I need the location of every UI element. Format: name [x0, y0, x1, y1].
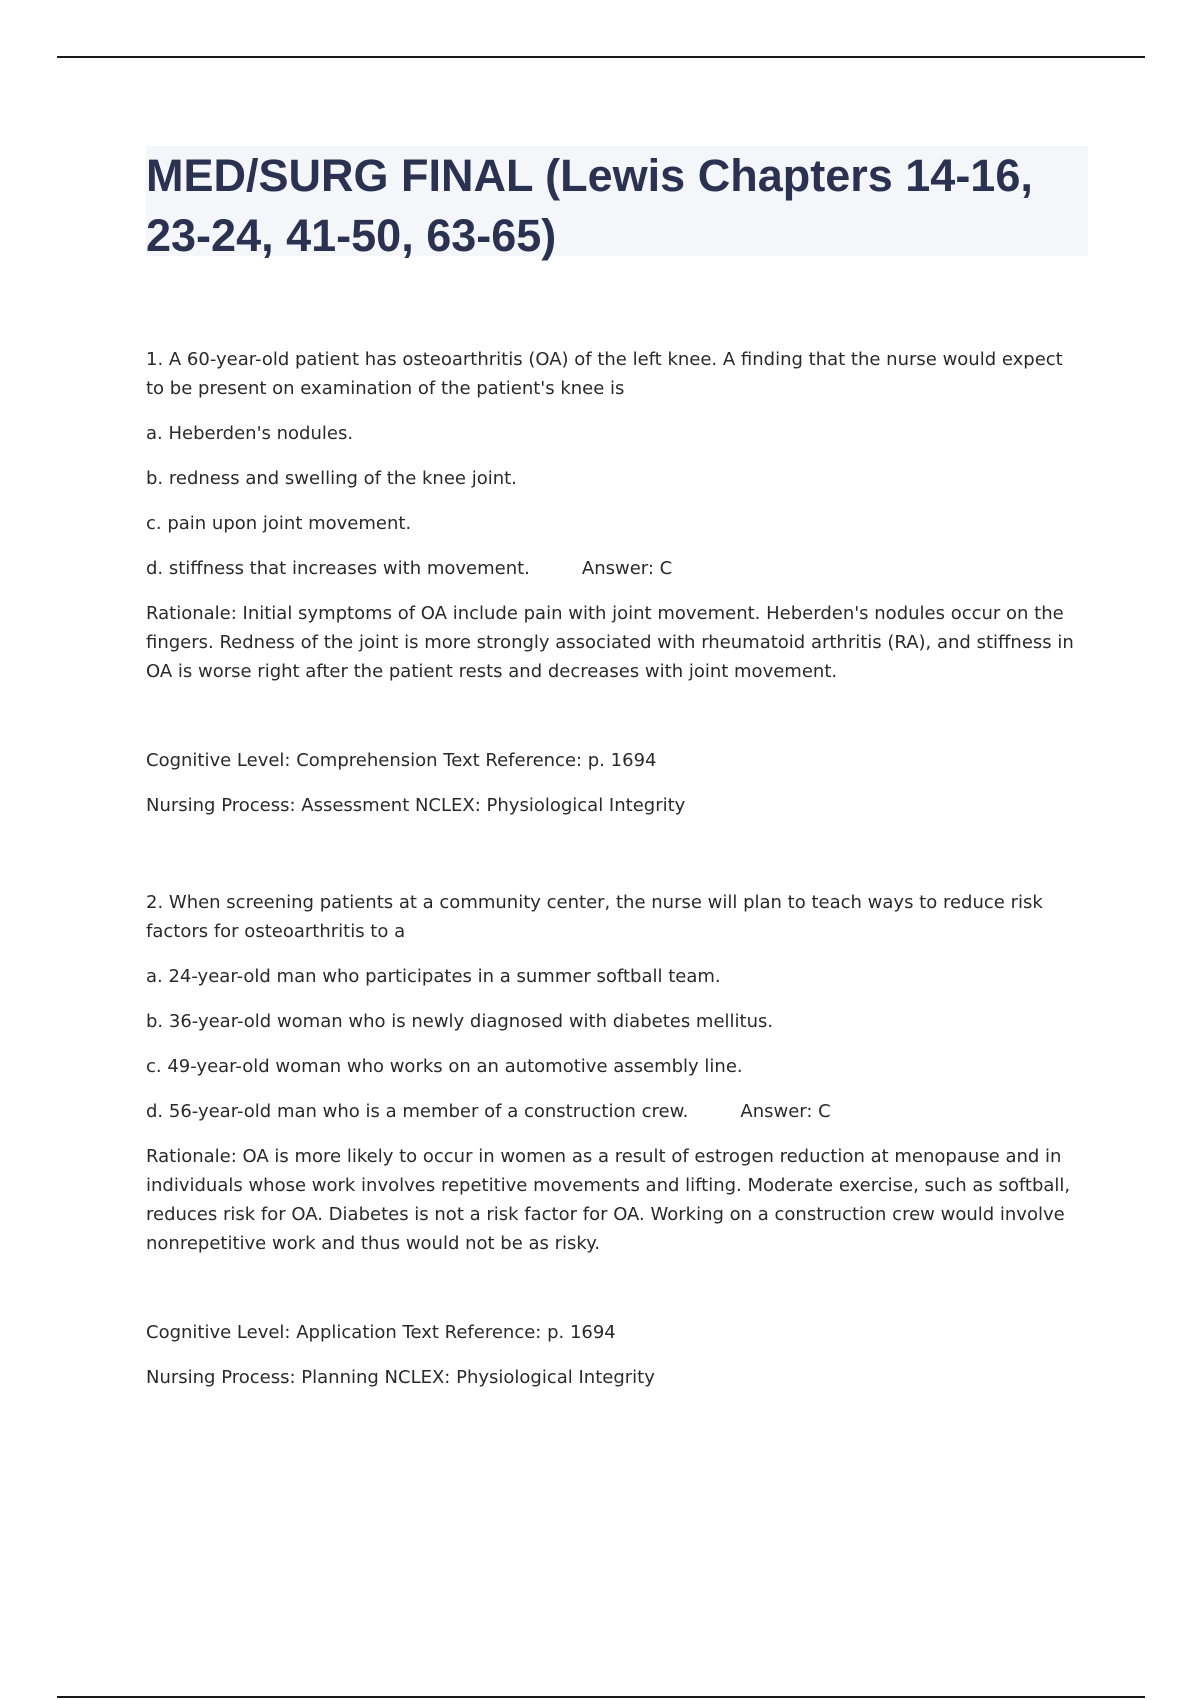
option-c: c. 49-year-old woman who works on an automotive assembly line. [146, 1056, 743, 1077]
question-stem: 1. A 60-year-old patient has osteoarthritis (OA) of the left knee. A finding that the nurse would expect to be present on examination of the patient's knee is [146, 349, 1063, 399]
bottom-rule [57, 1696, 1145, 1698]
nursing-process: Nursing Process: Assessment NCLEX: Physiological Integrity [146, 795, 686, 816]
option-b: b. 36-year-old woman who is newly diagnosed with diabetes mellitus. [146, 1011, 774, 1032]
top-rule [57, 56, 1145, 58]
question-2 [146, 888, 1086, 1392]
rationale: Rationale: Initial symptoms of OA include pain with joint movement. Heberden's nodules occur on the fingers. Redness of the joint is more strongly associated with rheumatoid arthritis (RA), and stiffness in OA is worse right after the patient rests and decreases with joint movement. [146, 603, 1074, 682]
question-1 [146, 345, 1086, 820]
answer-key: Answer: C [740, 1101, 831, 1122]
nursing-process: Nursing Process: Planning NCLEX: Physiological Integrity [146, 1367, 655, 1388]
option-a: a. 24-year-old man who participates in a summer softball team. [146, 966, 721, 987]
option-b: b. redness and swelling of the knee joint. [146, 468, 517, 489]
cognitive-level: Cognitive Level: Comprehension Text Reference: p. 1694 [146, 750, 657, 771]
spacer [146, 1274, 1086, 1318]
option-d-row [146, 1097, 1086, 1126]
option-d: d. stiffness that increases with movement. [146, 558, 530, 579]
title-block [146, 146, 1088, 261]
cognitive-level: Cognitive Level: Application Text Reference: p. 1694 [146, 1322, 616, 1343]
document-body [146, 345, 1086, 1408]
option-c: c. pain upon joint movement. [146, 513, 412, 534]
option-d: d. 56-year-old man who is a member of a construction crew. [146, 1101, 689, 1122]
spacer [146, 702, 1086, 746]
question-stem: 2. When screening patients at a community center, the nurse will plan to teach ways to reduce risk factors for osteoarthritis to a [146, 892, 1043, 942]
answer-key: Answer: C [581, 558, 673, 579]
option-d-row [146, 554, 1086, 583]
document-title: MED/SURG FINAL (Lewis Chapters 14-16, 23-24, 41-50, 63-65) [146, 150, 1033, 261]
option-a: a. Heberden's nodules. [146, 423, 354, 444]
spacer [146, 836, 1086, 888]
rationale: Rationale: OA is more likely to occur in women as a result of estrogen reduction at menopause and in individuals whose work involves repetitive movements and lifting. Moderate exercise, such as softball, reduces risk for OA. Diabetes is not a risk factor for OA. Working on a construction crew would involve nonrepetitive work and thus would not be as risky. [146, 1146, 1071, 1254]
